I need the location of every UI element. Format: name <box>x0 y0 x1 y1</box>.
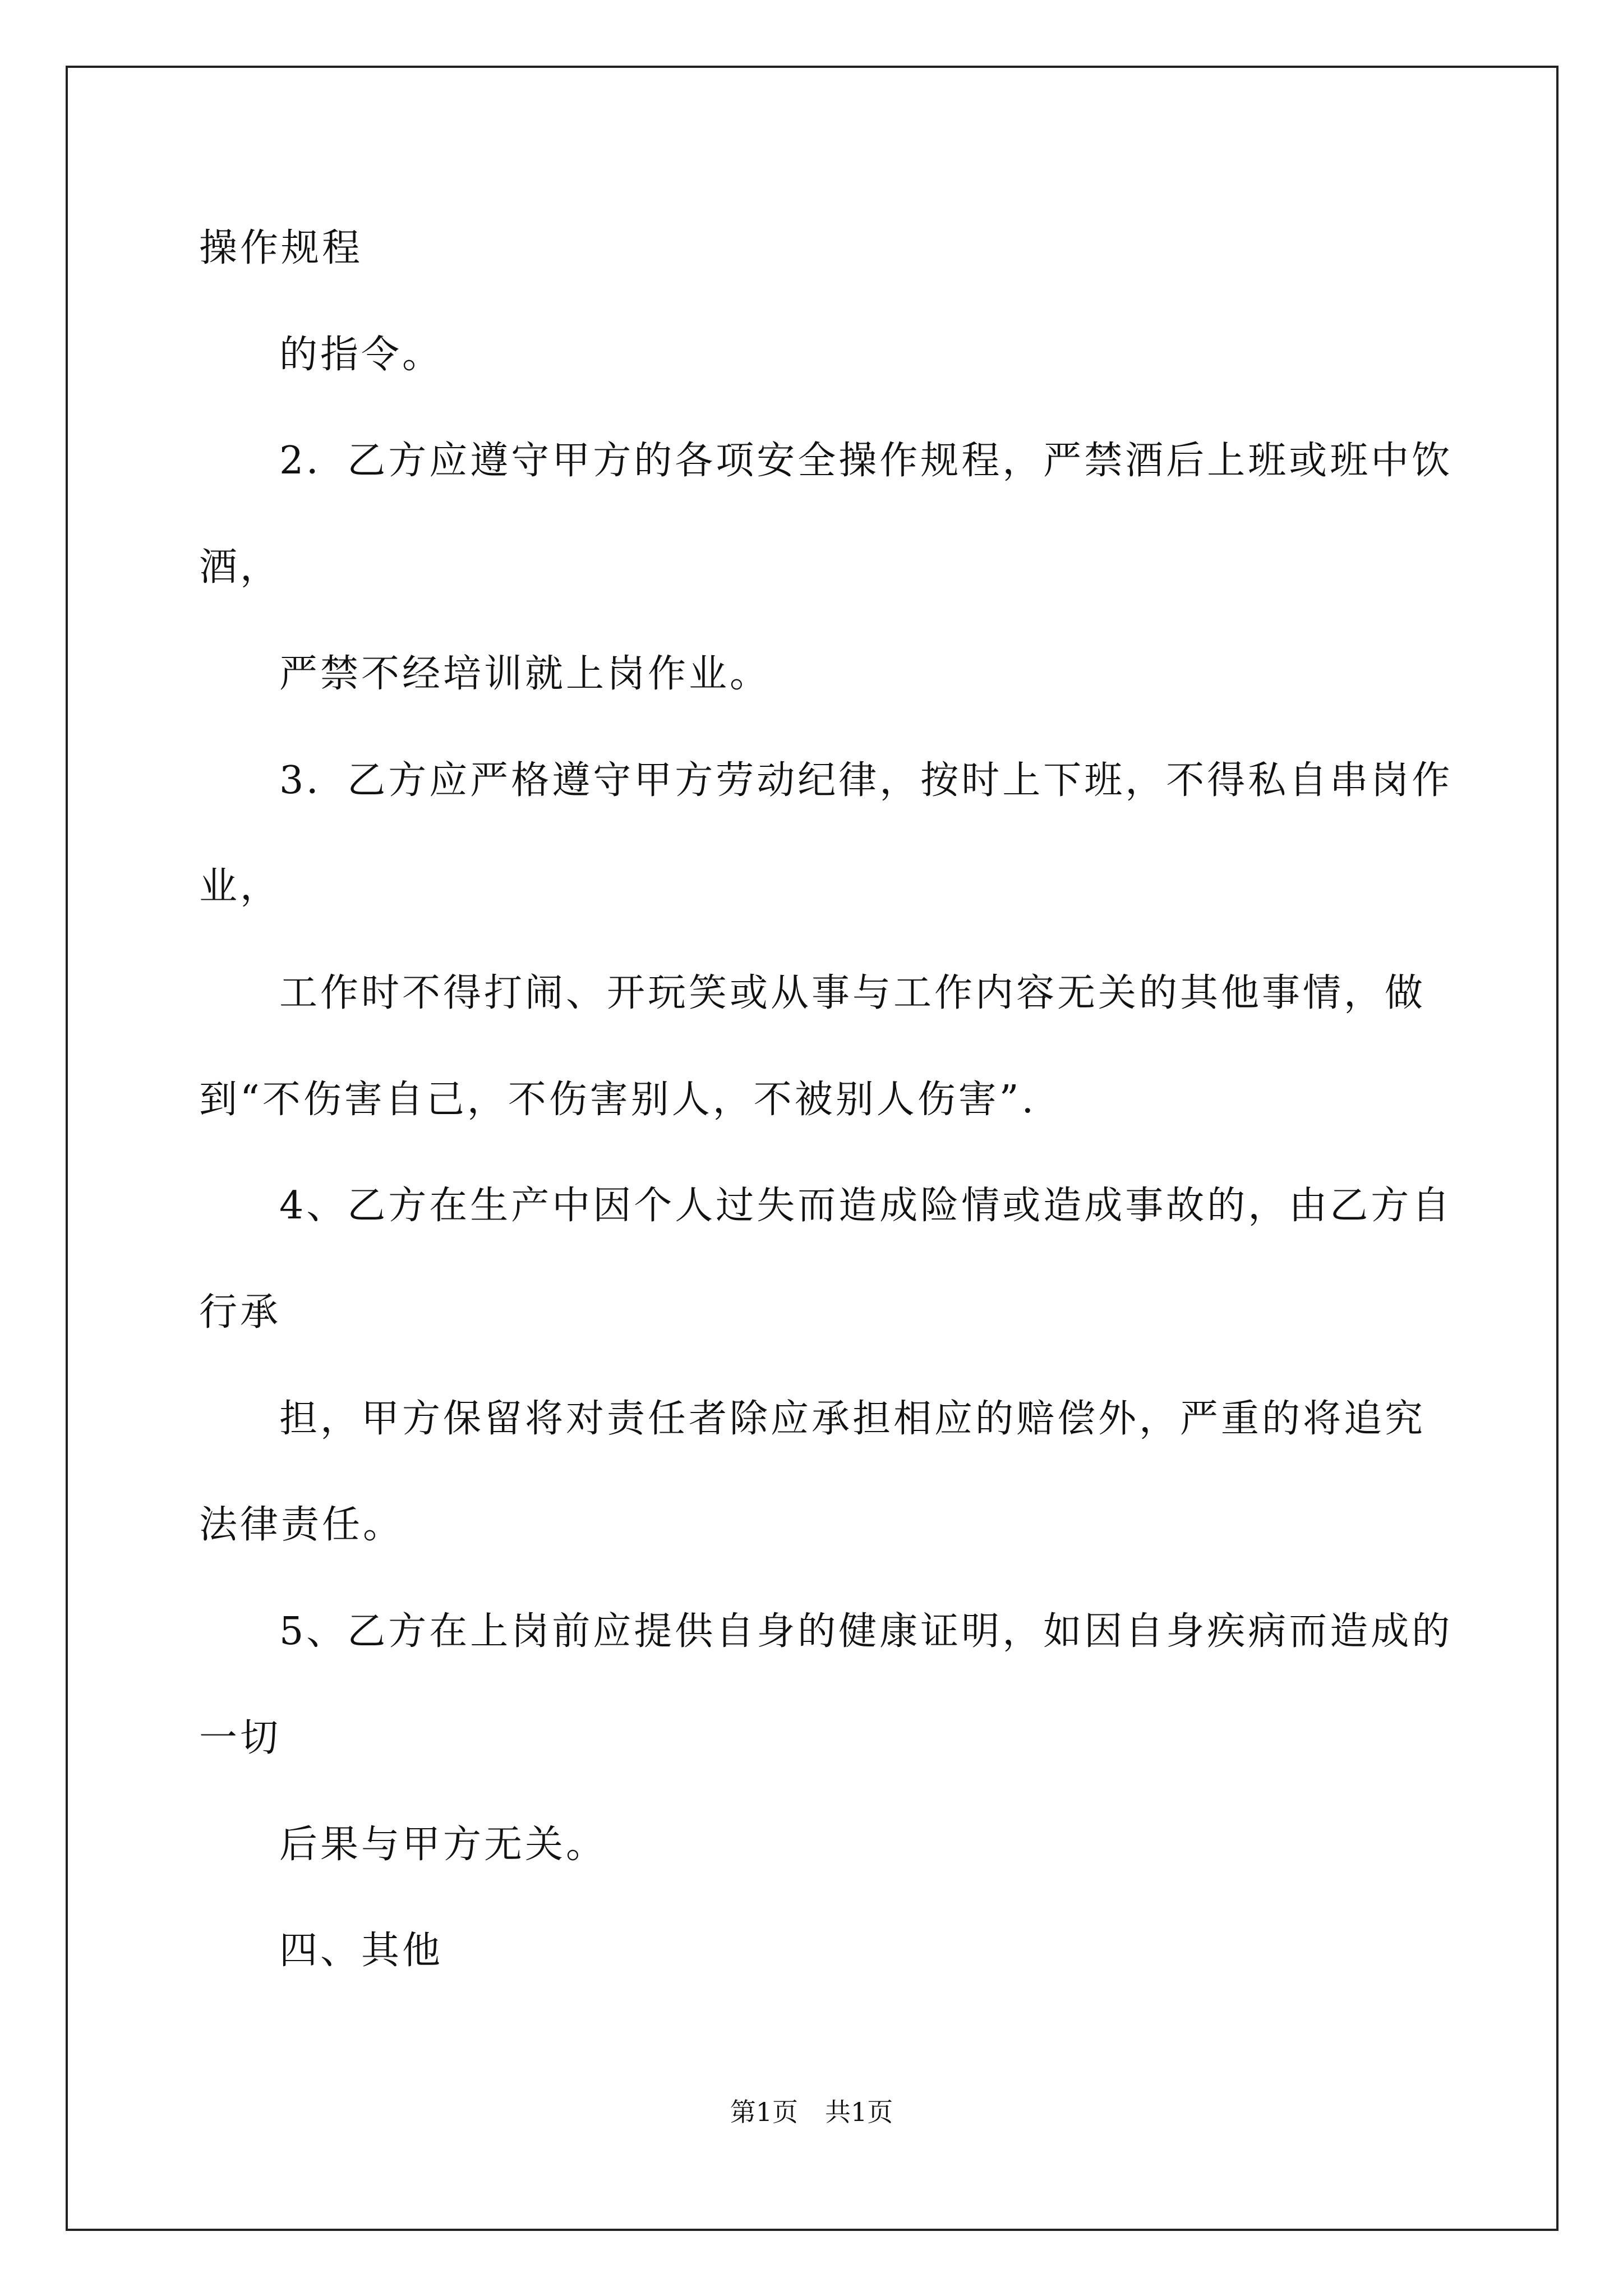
page-total: 共1页 <box>825 2097 893 2127</box>
text-line: 严禁不经培训就上岗作业。 <box>279 652 771 696</box>
page-footer <box>0 2096 1623 2128</box>
text-line: 3．乙方应严格遵守甲方劳动纪律，按时上下班，不得私自串岗作 <box>279 758 1453 803</box>
text-line: 业， <box>199 864 282 909</box>
text-line: 后果与甲方无关。 <box>279 1823 607 1867</box>
text-line: 担，甲方保留将对责任者除应承担相应的赔偿外，严重的将追究 <box>279 1397 1426 1441</box>
text-line: 行承 <box>199 1290 282 1335</box>
text-line: 4、乙方在生产中因个人过失而造成险情或造成事故的，由乙方自 <box>279 1184 1453 1228</box>
text-line: 四、其他 <box>279 1929 444 1973</box>
text-line: 2．乙方应遵守甲方的各项安全操作规程，严禁酒后上班或班中饮 <box>279 439 1453 483</box>
text-line: 的指令。 <box>279 333 444 377</box>
text-line: 酒， <box>199 545 282 590</box>
text-line: 到“不伤害自己，不伤害别人，不被别人伤害”. <box>199 1078 1037 1122</box>
text-line: 法律责任。 <box>199 1503 404 1547</box>
page-border <box>66 66 1559 2231</box>
text-line: 一切 <box>199 1716 282 1760</box>
text-line: 操作规程 <box>199 226 363 270</box>
text-line: 工作时不得打闹、开玩笑或从事与工作内容无关的其他事情，做 <box>279 971 1426 1015</box>
text-line: 5、乙方在上岗前应提供自身的健康证明，如因自身疾病而造成的 <box>279 1609 1453 1654</box>
page-number: 第1页 <box>730 2097 798 2127</box>
